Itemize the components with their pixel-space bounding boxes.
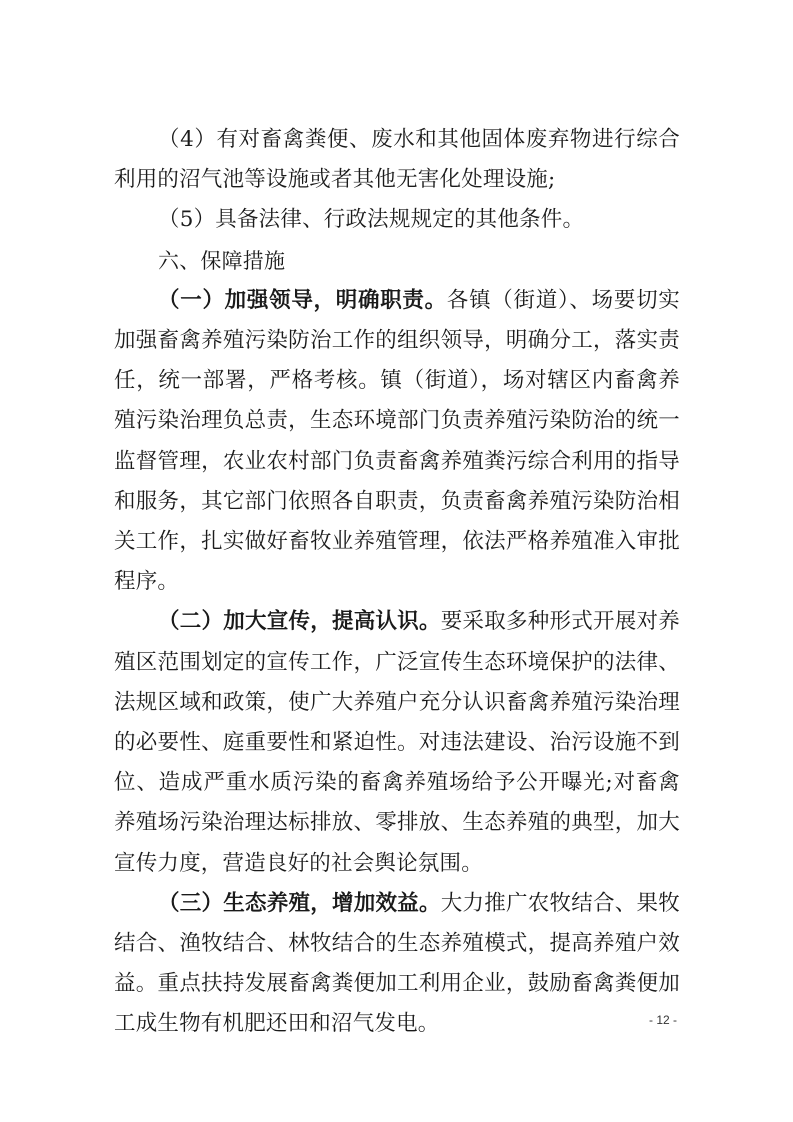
measure-lead-1: （一）加强领导，明确职责。 (158, 287, 447, 313)
measure-text-1: 各镇（街道）、场要切实加强畜禽养殖污染防治工作的组织领导，明确分工，落实责任，统一部署，严格考核。镇（街道），场对辖区内畜禽养殖污染治理负总责，生态环境部门负责养殖污染防治的统一监督管理，农业农村部门负责畜禽养殖粪污综合利用的指导和服务，其它部门依照各自职责，负责畜禽养殖污染防治相关工作，扎实做好畜牧业养殖管理，依法严格养殖准入审批程序。 (114, 287, 681, 595)
document-body (114, 120, 680, 1045)
measure-paragraph-2 (114, 602, 680, 883)
measure-text-2: 要采取多种形式开展对养殖区范围划定的宣传工作，广泛宣传生态环境保护的法律、法规区域和政策，使广大养殖户充分认识畜禽养殖污染治理的必要性、庭重要性和紧迫性。对违法建设、治污设施不到位、造成严重水质污染的畜禽养殖场给予公开曝光;对畜禽养殖场污染治理达标排放、零排放、生态养殖的典型，加大宣传力度，营造良好的社会舆论氛围。 (114, 609, 680, 876)
measure-paragraph-1 (114, 281, 680, 603)
list-item-5: （5）具备法律、行政法规规定的其他条件。 (158, 207, 585, 233)
measure-lead-2: （二）加大宣传，提高认识。 (158, 609, 441, 635)
measure-lead-3: （三）生态养殖，增加效益。 (158, 890, 441, 916)
measure-text-3: 大力推广农牧结合、果牧结合、渔牧结合、林牧结合的生态养殖模式，提高养殖户效益。重点扶持发展畜禽粪便加工利用企业，鼓励畜禽粪便加工成生物有机肥还田和沼气发电。 (114, 890, 680, 1037)
list-item-4: （4）有对畜禽粪便、废水和其他固体废弃物进行综合利用的沼气池等设施或者其他无害化处理设施; (114, 127, 680, 193)
measure-paragraph-3 (114, 884, 680, 1045)
page-number: - 12 - (648, 1013, 677, 1027)
section-heading: 六、保障措施 (158, 248, 286, 273)
